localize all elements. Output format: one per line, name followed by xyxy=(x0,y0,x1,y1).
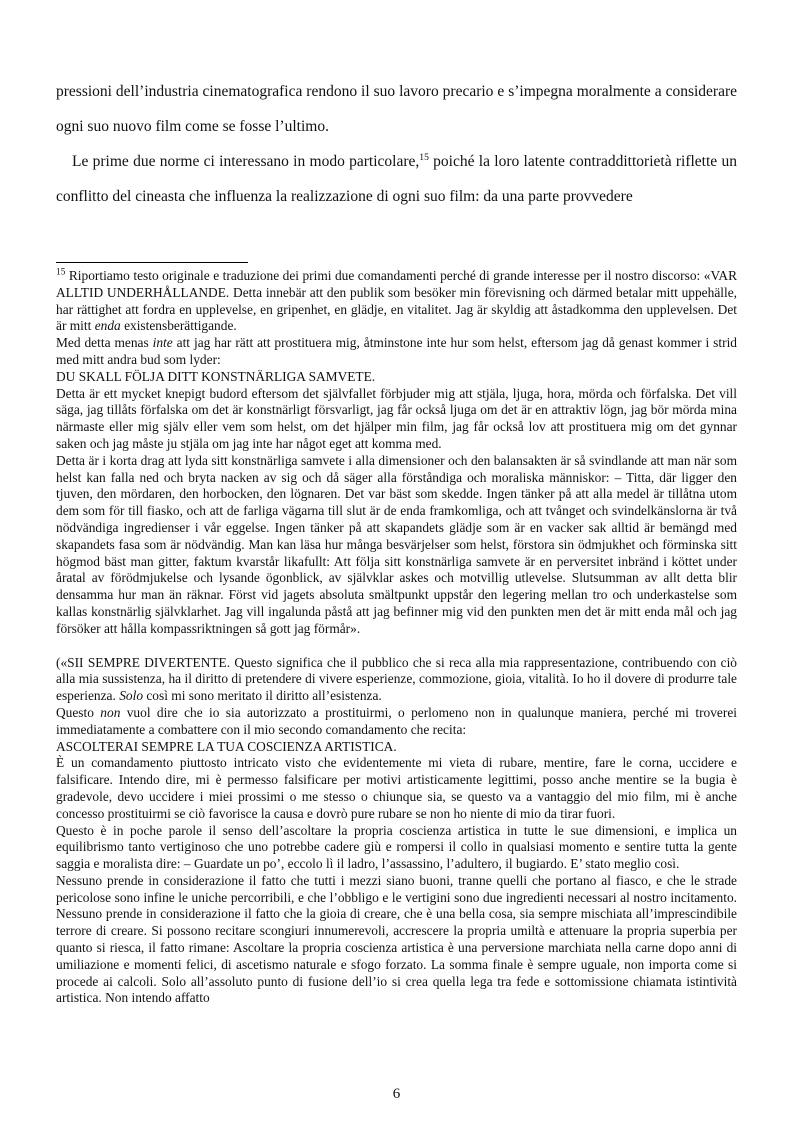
footnote-reference-15[interactable]: 15 xyxy=(419,151,429,163)
swedish-commandment-2: DU SKALL FÖLJA DITT KONSTNÄRLIGA SAMVETE. xyxy=(56,368,376,384)
body-paragraph-2-start: Le prime due norme ci interessano in modo particolare, xyxy=(72,153,420,170)
italian-paragraph-1 xyxy=(56,655,737,705)
swedish-paragraph-5: Detta är i korta drag att lyda sitt konstnärliga samvete i alla dimensioner och den balansakten är så svindlande att man när som helst kan falla ned och bryta nacken av sig och då säger alla förståndiga och moraliska människor: – Titta, där ligger den tjuven, den mördaren, den horbocken, den lögnaren. Det var bäst som skedde. Ingen tänker på att alla medel är tillåtna utom dem som för till fiasko, och att de farliga vägarna till slut är de enda framkomliga, och att tvånget och svindelkänslorna är två nödvändiga ingredienser i vår eggelse. Ingen tänker på att skapandets glädje som är en vacker sak alltid är bemängd med skapandets fasa som är nödvändig. Man kan läsa hur många besvärjelser som helst, förstora sin ödmjukhet och förminska sitt högmod bäst man gitter, faktum kvarstår likafullt: Att följa sitt konstnärliga samvete är en perversitet inbränd i köttet under åratal av förödmjukelse och lysande ögonblick, av självklar askes och motvillig utlevelse. Slutsumman av allt detta blir densamma hur man än räknar. Först vid jagets absoluta smältpunkt uppstår den legering mellan tro och underkastelse som kallas konstnärlig självklarhet. Jag vill ingalunda påstå att jag befinner mig vid den punkten men det är mitt enda mål och jag försöker att hålla kompassriktningen så gott jag förmår». xyxy=(56,452,737,636)
swedish-paragraph-2 xyxy=(56,335,737,369)
italian-commandment-2: ASCOLTERAI SEMPRE LA TUA COSCIENZA ARTISTICA. xyxy=(56,738,397,754)
italian-p2-start: Questo xyxy=(56,704,101,720)
footnote-intro-emphasis: enda xyxy=(94,318,121,334)
italian-p1-end: così mi sono meritato il diritto all’esistenza. xyxy=(143,688,382,704)
footnote-separator xyxy=(56,262,248,263)
swedish-p2-emphasis: inte xyxy=(152,335,173,351)
italian-p2-emphasis: non xyxy=(100,704,121,720)
italian-p1-start: («SII SEMPRE DIVERTENTE. Questo significa che il pubblico che si reca alla mia rappresentazione, contribuendo con ciò alla mia sussistenza, ha il diritto di pretendere di vivere esperienze, commozione, gioia, vitalità. Io ho il dovere di produrre tale esperienza. xyxy=(56,654,737,704)
swedish-p2-end: att jag har rätt att prostituera mig, åtminstone inte hur som helst, eftersom jag då genast kommer i strid med mitt andra bud som lyder: xyxy=(56,335,737,367)
italian-p2-end: vuol dire che io sia autorizzato a prostituirmi, o perlomeno non in qualunque maniera, perché mi troverei immediatamente a combattere con il mio secondo comandamento che recita: xyxy=(56,704,737,737)
footnote-intro-end: existensberättigande. xyxy=(120,318,237,334)
footnote-gap xyxy=(56,638,737,655)
swedish-p2-start: Med detta menas xyxy=(56,335,153,351)
italian-paragraph-2 xyxy=(56,705,737,739)
italian-paragraph-5: Questo è in poche parole il senso dell’ascoltare la propria coscienza artistica in tutte le sue dimensioni, e implica un equilibrismo tanto vertiginoso che uno potrebbe cadere giù e rompersi il collo in qualsiasi momento e sentire tutta la gente saggia e moralista dire: – Guardate un po’, eccolo lì il ladro, l’assassino, l’adultero, il bugiardo. E’ stato meglio così. xyxy=(56,822,737,872)
footnote-number: 15 xyxy=(56,267,66,278)
footnote-intro-text: Riportiamo testo originale e traduzione dei primi due comandamenti perché di grande interesse per il nostro discorso: «VAR ALLTID UNDERHÅLLANDE. Detta innebär att den publik som besöker min förevisning och därmed betalar mitt uppehälle, har rättighet att fordra en upplevelse, en gripenhet, en glädje, en vitalitet. Jag är skyldig att åstadkomma den upplevelsen. Det är mitt xyxy=(56,268,737,334)
page-number: 6 xyxy=(392,1086,401,1102)
italian-paragraph-6: Nessuno prende in considerazione il fatto che tutti i mezzi siano buoni, tranne quelli che portano al fiasco, e che le strade pericolose sono infine le uniche percorribili, e che l’obbligo e le vertigini sono due ingredienti necessari al nostro incitamento. Nessuno prende in considerazione il fatto che la gioia di creare, che è una bella cosa, sia sempre mischiata all’imprescindibile terrore di creare. Si possono recitare scongiuri innumerevoli, accrescere la propria umiltà e attenuare la propria superbia per quanto si riesca, il fatto rimane: Ascoltare la propria coscienza artistica è una perversione marchiata nella carne dopo anni di umiliazione e momenti felici, di ascetismo naturale e sfogo forzato. La somma finale è sempre uguale, non importa come si procede ai calcoli. Solo all’assoluto punto di fusione dell’io si crea quella lega tra fede e sottomissione chiamata istintività artistica. Non intendo affatto xyxy=(56,872,737,1006)
footnote-intro xyxy=(56,268,737,335)
body-paragraph-2 xyxy=(56,144,737,214)
footnote-15 xyxy=(56,268,737,1007)
italian-paragraph-4: È un comandamento piuttosto intricato visto che evidentemente mi vieta di rubare, mentire, fare le corna, uccidere e falsificare. Intendo dire, mi è permesso falsificare per motivi artisticamente legittimi, posso anche mentire se la bugia è gradevole, devo uccidere i miei prossimi o me stesso o chiunque sia, se questo va a vantaggio del mio film, mi è anche concesso prostituirmi se ciò favorisce la causa e dovrò pure rubare se non ho niente di mio da tirar fuori. xyxy=(56,755,737,821)
main-text xyxy=(56,74,737,214)
italian-p1-emphasis: Solo xyxy=(119,688,144,704)
body-paragraph-1: pressioni dell’industria cinematografica rendono il suo lavoro precario e s’impegna moralmente a considerare ogni suo nuovo film come se fosse l’ultimo. xyxy=(56,83,737,135)
swedish-paragraph-4: Detta är ett mycket knepigt budord eftersom det självfallet förbjuder mig att stjäla, ljuga, hora, mörda och förfalska. Det vill säga, jag tillåts förfalska om det är konstnärligt försvarligt, jag får också ljuga om det är en attraktiv lögn, jag bör mörda mina närmaste eller mig själv eller vem som helst, om det hjälper min film, jag får också lov att prostituera mig om det gynnar saken och jag måste ju stjäla om jag inte har något eget att komma med. xyxy=(56,385,737,451)
body-paragraph-2-end: poiché la loro latente contraddittorietà riflette un conflitto del cineasta che influenza la realizzazione di ogni suo film: da una parte provvedere xyxy=(56,153,737,205)
